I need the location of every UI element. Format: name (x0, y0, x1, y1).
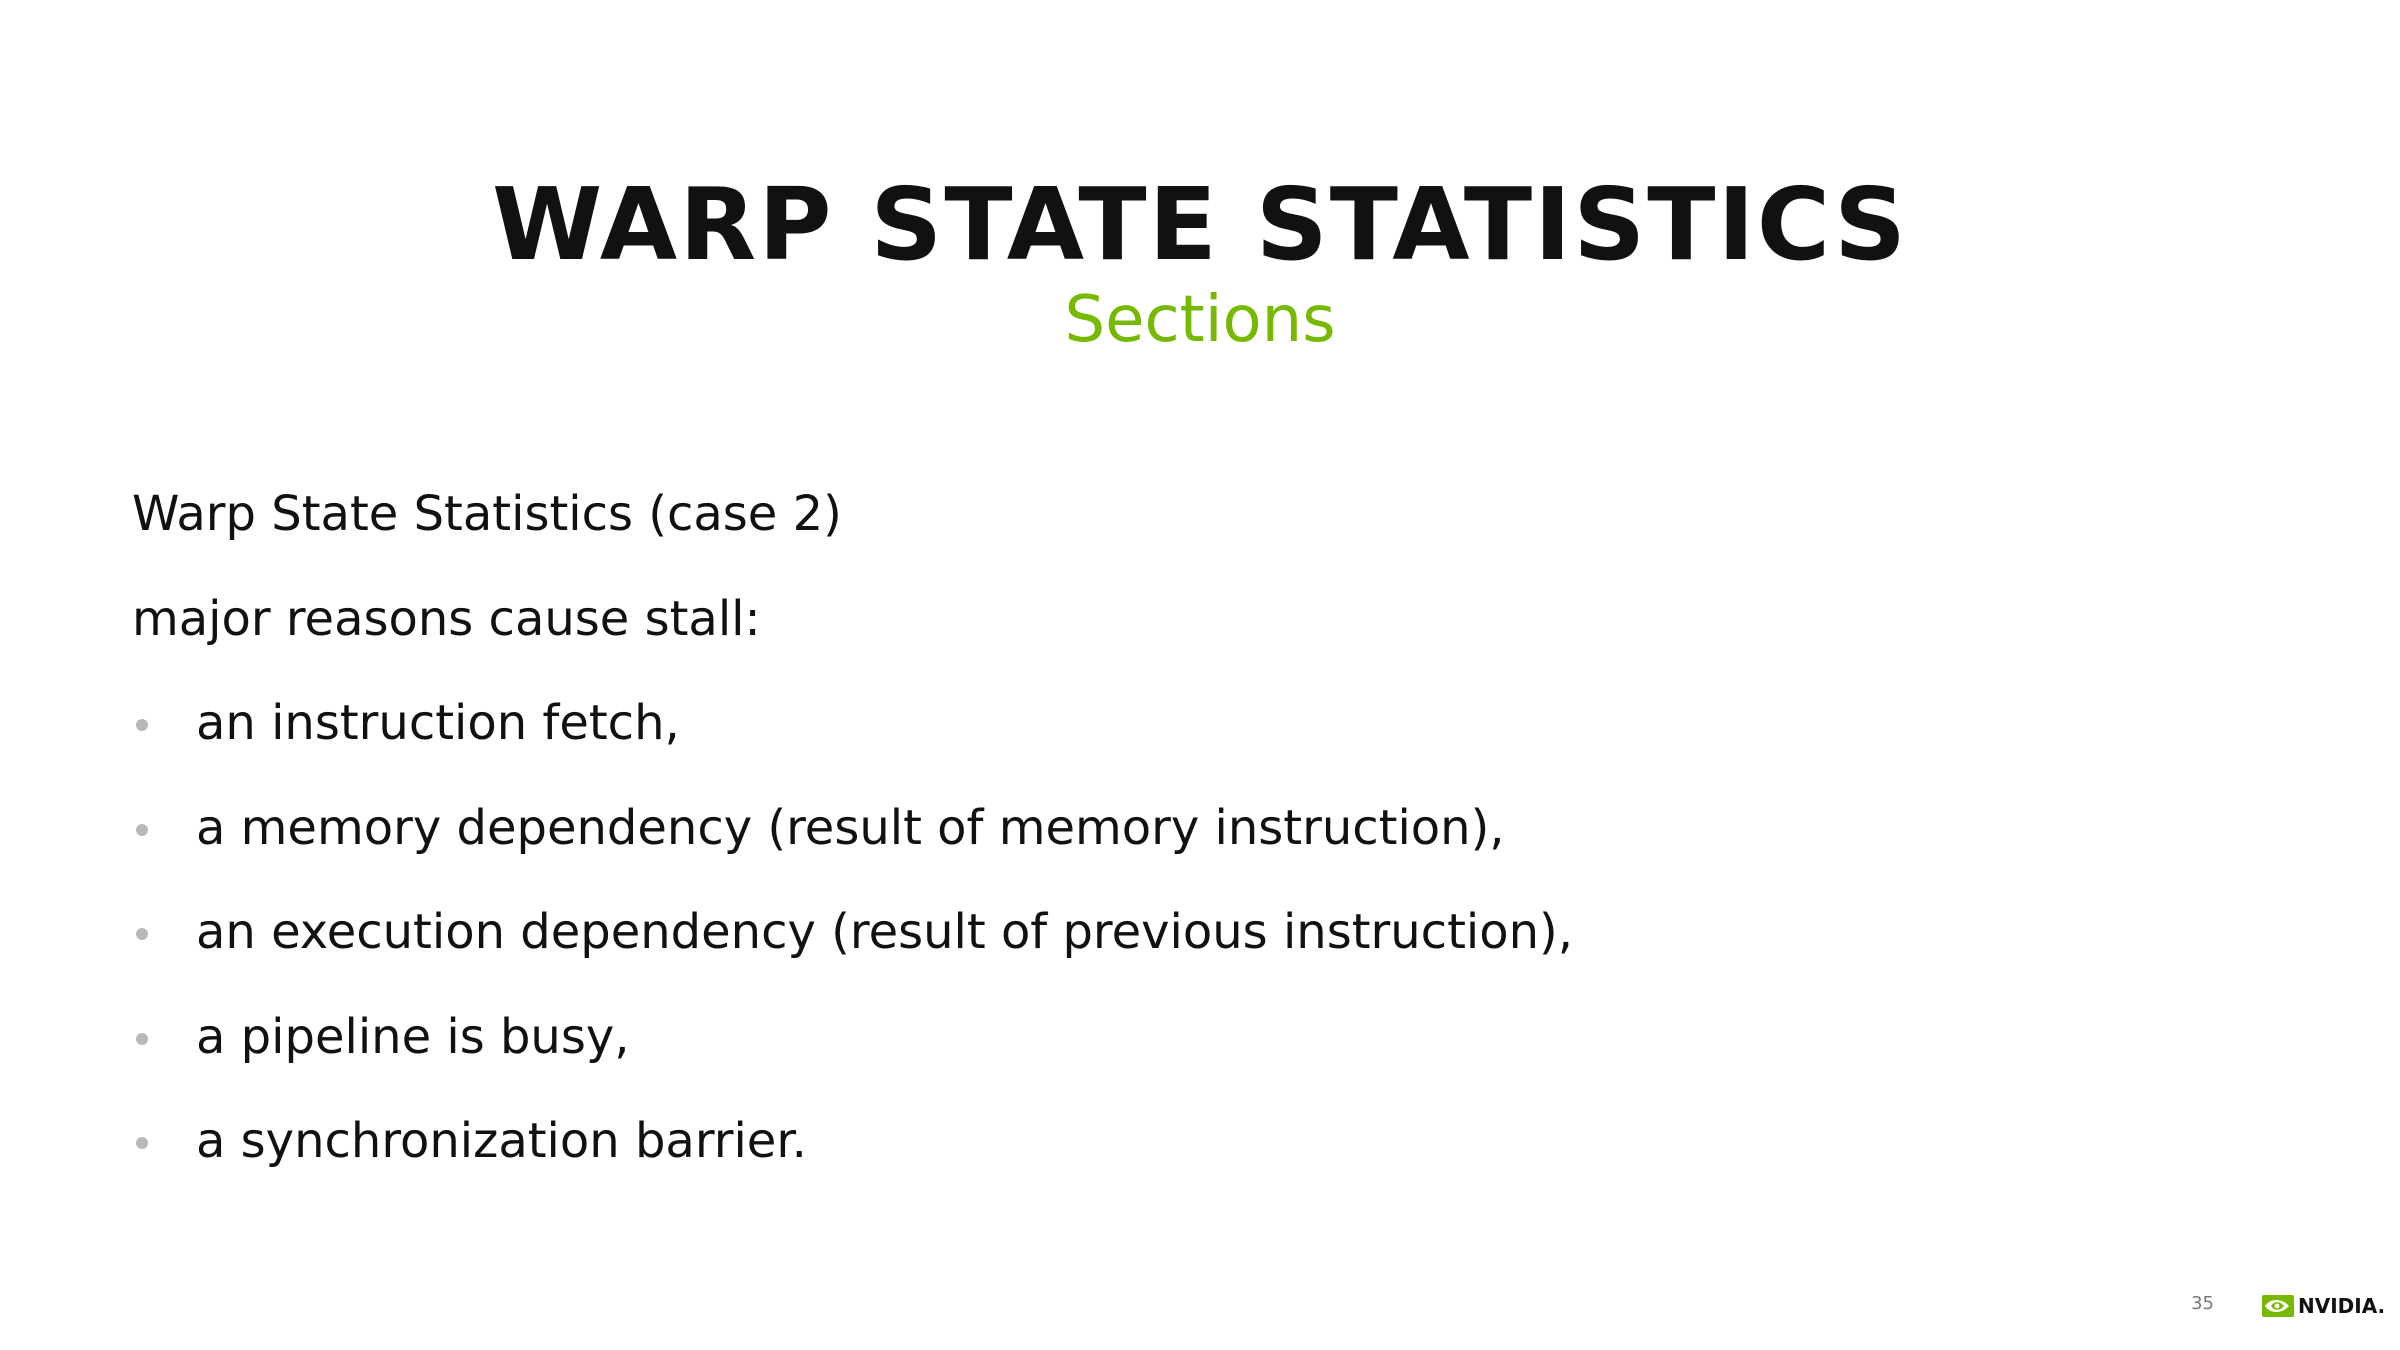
bullet-dot-icon (136, 824, 148, 836)
list-item-text: a pipeline is busy, (196, 1008, 630, 1065)
list-item-text: a synchronization barrier. (196, 1113, 807, 1169)
bullet-dot-icon (136, 928, 148, 940)
slide-title: WARP STATE STATISTICS (492, 166, 1908, 283)
list-item (132, 776, 2232, 881)
slide-subtitle: Sections (1064, 283, 1336, 357)
list-item-text: a memory dependency (result of memory instruction), (196, 799, 1505, 856)
list-item-text: an execution dependency (result of previous instruction), (196, 904, 1573, 960)
bullet-dot-icon (136, 1137, 148, 1149)
bullet-dot-icon (136, 719, 148, 731)
page-number: 35 (2191, 1293, 2214, 1314)
stall-reasons-list (132, 671, 2232, 1194)
list-item (132, 880, 2232, 985)
nvidia-logo (2262, 1291, 2385, 1321)
body-line-intro: major reasons cause stall: (132, 590, 761, 647)
list-item (132, 1089, 2232, 1194)
logo-wordmark: NVIDIA. (2298, 1294, 2386, 1318)
slide-body (132, 462, 2232, 1194)
list-item (132, 985, 2232, 1090)
list-item (132, 671, 2232, 776)
bullet-dot-icon (136, 1033, 148, 1045)
body-line-heading: Warp State Statistics (case 2) (132, 486, 842, 542)
list-item-text: an instruction fetch, (196, 695, 680, 751)
nvidia-eye-icon (2262, 1295, 2294, 1317)
